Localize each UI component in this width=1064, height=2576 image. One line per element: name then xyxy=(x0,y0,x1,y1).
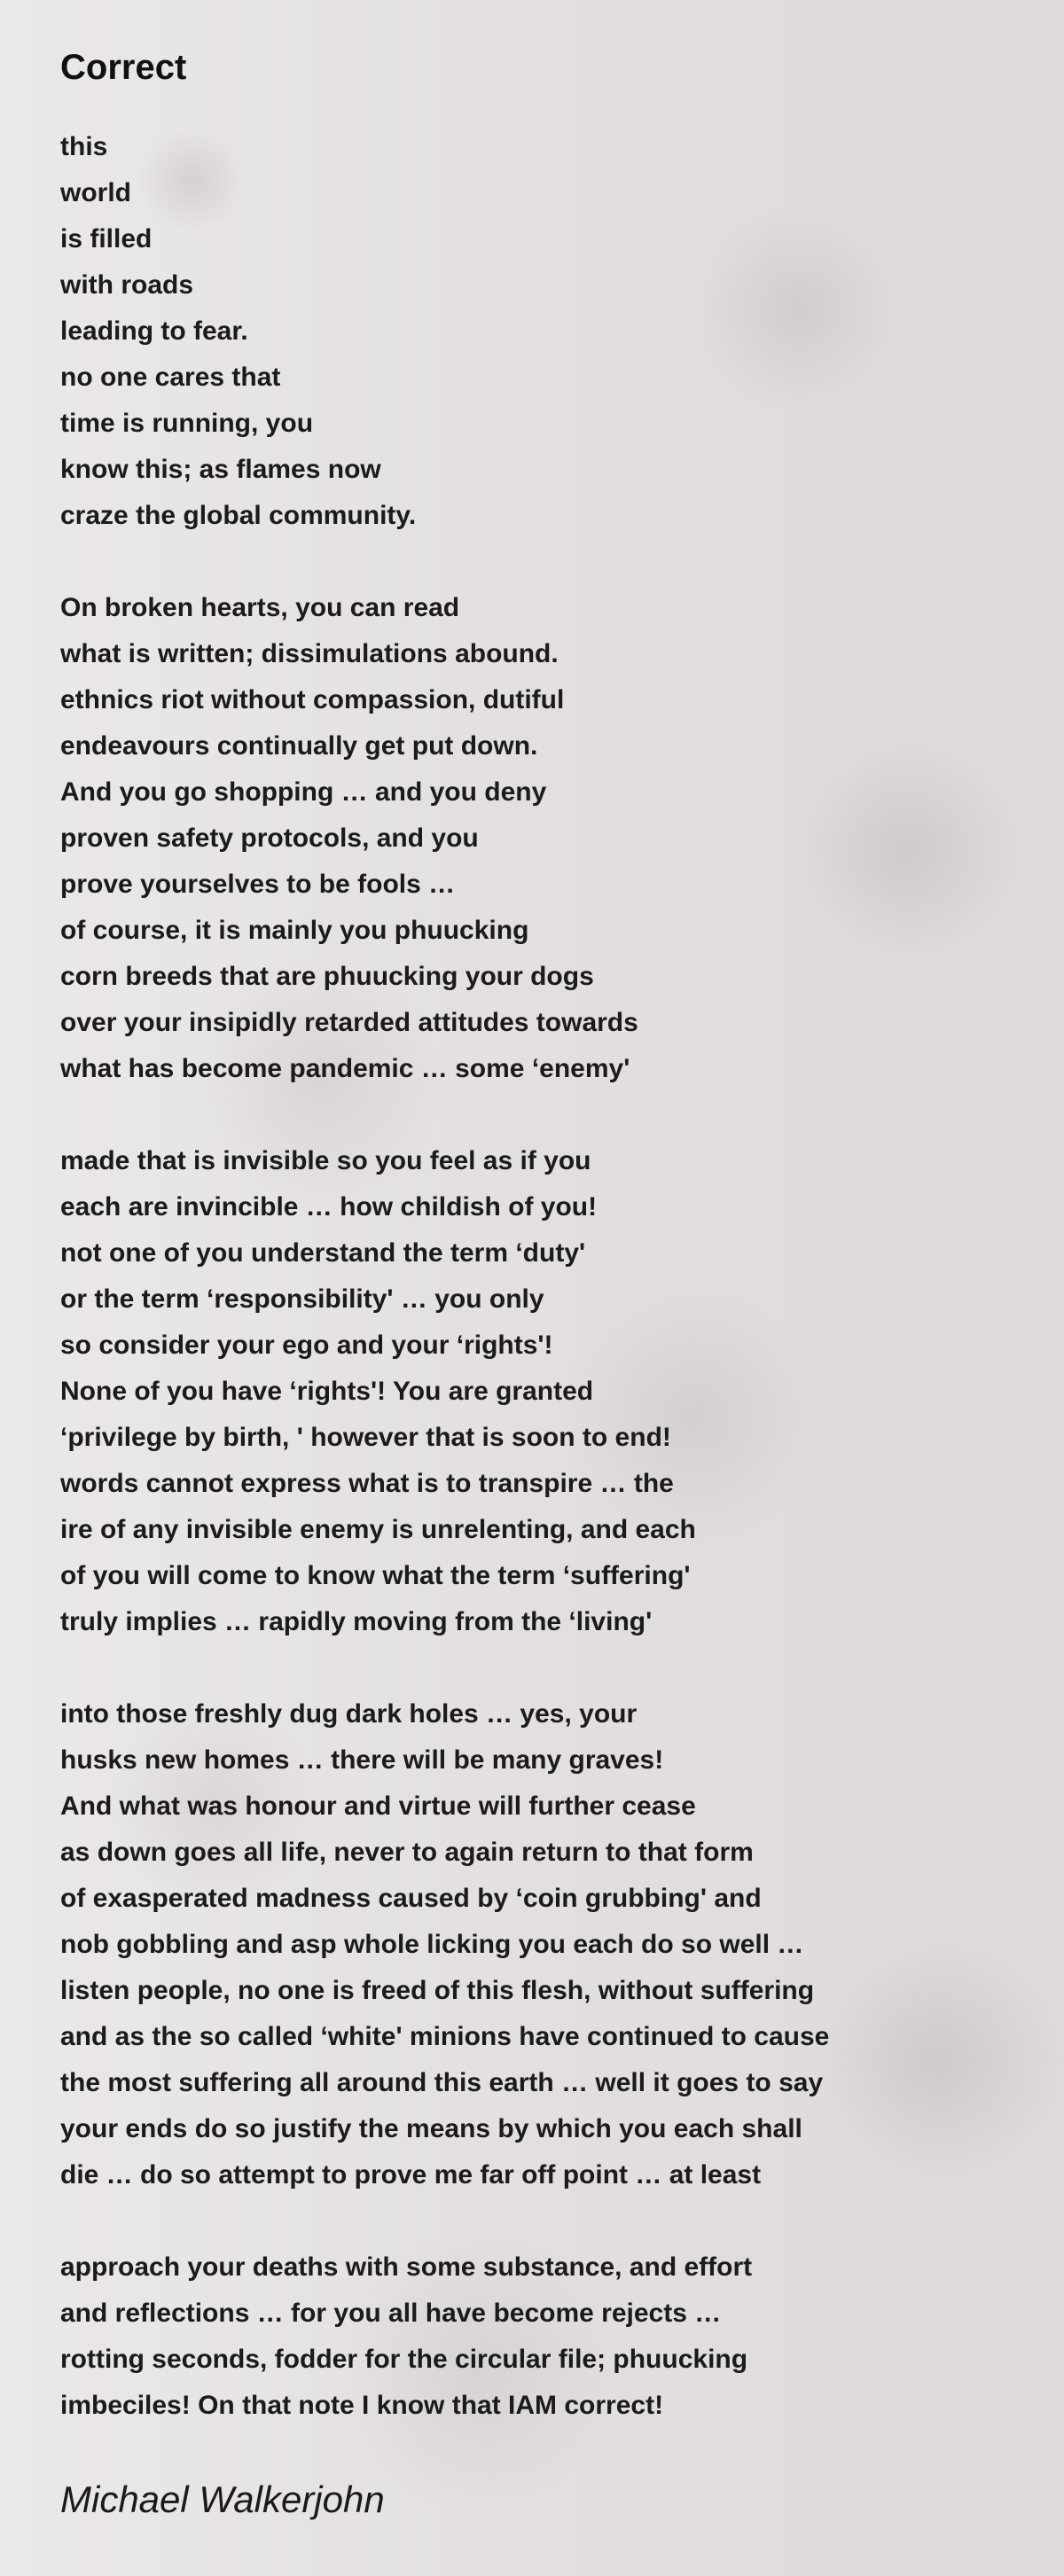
poem-line: approach your deaths with some substance, and effort xyxy=(60,2252,753,2282)
poem-line: And what was honour and virtue will further cease xyxy=(60,1791,696,1821)
poem-line: into those freshly dug dark holes … yes, your xyxy=(60,1699,638,1729)
poem-line: made that is invisible so you feel as if you xyxy=(60,1146,591,1175)
poem-line: ire of any invisible enemy is unrelenting, and each xyxy=(60,1515,696,1544)
poem-line: words cannot express what is to transpire … the xyxy=(60,1469,674,1498)
poem-body xyxy=(60,124,1018,2429)
poem-line: what has become pandemic … some ‘enemy' xyxy=(60,1054,630,1083)
poem-line: of you will come to know what the term ‘suffering' xyxy=(60,1561,691,1590)
poem-line: with roads xyxy=(60,270,194,300)
poem-line: nob gobbling and asp whole licking you each do so well … xyxy=(60,1930,804,1959)
poem-stanza xyxy=(60,124,1018,539)
poem-line: None of you have ‘rights'! You are granted xyxy=(60,1377,594,1406)
poem-line: no one cares that xyxy=(60,363,281,392)
poem-line: ‘privilege by birth, ' however that is soon to end! xyxy=(60,1423,671,1452)
poem-line: corn breeds that are phuucking your dogs xyxy=(60,962,594,991)
poem-line: world xyxy=(60,178,131,207)
poem-line: as down goes all life, never to again return to that form xyxy=(60,1838,754,1867)
poem-line: your ends do so justify the means by which you each shall xyxy=(60,2114,802,2143)
poem-line: the most suffering all around this earth … well it goes to say xyxy=(60,2068,824,2097)
poem-line: or the term ‘responsibility' … you only xyxy=(60,1284,544,1314)
poem-line: ethnics riot without compassion, dutiful xyxy=(60,685,565,714)
poem-line: imbeciles! On that note I know that IAM correct! xyxy=(60,2391,664,2420)
poem-author: Michael Walkerjohn xyxy=(60,2478,385,2520)
poem-line: rotting seconds, fodder for the circular file; phuucking xyxy=(60,2345,748,2374)
poem-line: and reflections … for you all have become rejects … xyxy=(60,2299,722,2328)
poem-stanza xyxy=(60,1691,1018,2198)
poem-line: On broken hearts, you can read xyxy=(60,593,460,622)
poem-line: not one of you understand the term ‘duty' xyxy=(60,1238,586,1268)
poem-line: so consider your ego and your ‘rights'! xyxy=(60,1331,553,1360)
poem-line: die … do so attempt to prove me far off point … at least xyxy=(60,2160,762,2190)
poem-line: craze the global community. xyxy=(60,501,417,530)
poem-line: proven safety protocols, and you xyxy=(60,824,479,853)
poem-line: over your insipidly retarded attitudes towards xyxy=(60,1008,638,1037)
poem-stanza xyxy=(60,1138,1018,1645)
poem-line: truly implies … rapidly moving from the ‘living' xyxy=(60,1607,653,1636)
poem-stanza xyxy=(60,585,1018,1092)
poem-line: time is running, you xyxy=(60,409,314,438)
poem-line: endeavours continually get put down. xyxy=(60,731,538,761)
poem-title: Correct xyxy=(60,48,187,87)
poem-line: each are invincible … how childish of you! xyxy=(60,1192,598,1222)
poem-line: prove yourselves to be fools … xyxy=(60,870,456,899)
poem-line: of course, it is mainly you phuucking xyxy=(60,916,529,945)
poem-line: of exasperated madness caused by ‘coin grubbing' and xyxy=(60,1884,762,1913)
poem-stanza xyxy=(60,2244,1018,2429)
poem-line: husks new homes … there will be many graves! xyxy=(60,1745,664,1775)
poem-line: is filled xyxy=(60,224,153,254)
poem-line: listen people, no one is freed of this flesh, without suffering xyxy=(60,1976,815,2005)
poem-line: and as the so called ‘white' minions have continued to cause xyxy=(60,2022,830,2051)
poem-page xyxy=(60,43,1018,2525)
poem-line: this xyxy=(60,132,108,161)
poem-line: know this; as flames now xyxy=(60,455,381,484)
poem-line: leading to fear. xyxy=(60,316,248,346)
poem-line: And you go shopping … and you deny xyxy=(60,777,547,807)
poem-line: what is written; dissimulations abound. xyxy=(60,639,559,668)
